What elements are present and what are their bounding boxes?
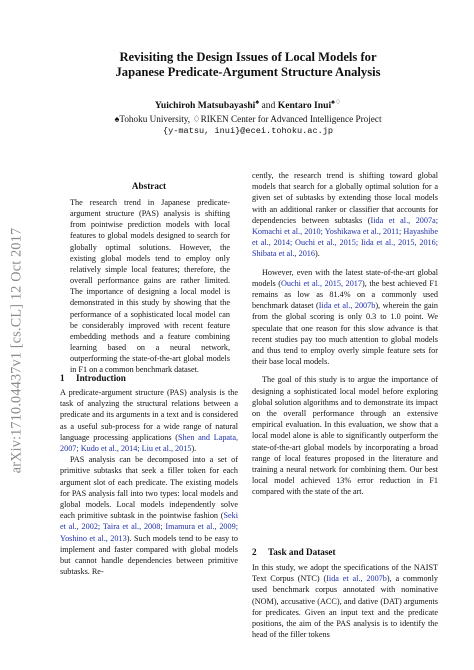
abstract-text: The research trend in Japanese predicate-argument structure (PAS) analysis is shifting from pointwise prediction models with local features to global models designed to search for globally optimal solutions. However, the existing global models tend to employ only relatively simple local features; therefore, the overall performance gains are rather limited. The importance of designing a local model is demonstrated in this study by showing that the performance of a sophisticated local model can be considerably improved with recent feature embedding methods and a feature combining learning based on a neural network, outperforming the state-of-the-art global models in F1 on a common benchmark dataset.: [70, 198, 230, 375]
intro-p2-text: PAS analysis can be decomposed into a set of primitive subtasks that seek a filler token for each argument slot of each predicate. The existing models for PAS analysis fall into two types: local models and global models. Local models independently solve each primitive subtask in the pointwise fashion (: [60, 455, 238, 521]
author-2-affiliation-mark: ♠♢: [331, 97, 342, 106]
author-separator: and: [261, 100, 276, 111]
right-p1-text-end: ).: [315, 249, 320, 259]
intro-p2-text-end: ). Such models tend to be easy to implement and faster compared with global models but cannot handle dependencies between primitive subtasks. Re-: [60, 533, 238, 577]
section-1-title: Introduction: [76, 373, 126, 383]
arxiv-identifier-text: arXiv:1710.04437v1 [cs.CL] 12 Oct 2017: [8, 227, 25, 473]
right-p1-citations[interactable]: Iida et al., 2007a; Komachi et al., 2010; Yoshikawa et al., 2011; Hayashibe et al., 2014; Ouchi et al., 2015; Iida et al., 2015, 2016; Shibata et al., 2016: [252, 215, 438, 259]
author-email: {y-matsu, inui}@ecei.tohoku.ac.jp: [162, 126, 334, 136]
title-line-2: Japanese Predicate-Argument Structure Analysis: [115, 65, 381, 79]
right-paragraph-3: The goal of this study is to argue the importance of designing a sophisticated local model before exploring global solution algorithms and to demonstrate its impact on the overall performance through an extensive empirical evaluation. In this evaluation, we show that a local model alone is able to significantly outperform the state-of-the-art global models by incorporating a broad range of local features proposed in the literature and training a neural network for combining them. Our best local model achieved 13% error reduction in F1 compared with the state of the art.: [252, 375, 438, 497]
abstract-heading: Abstract: [131, 181, 167, 191]
right-paragraph-2: [252, 267, 438, 368]
right-p1-text: cently, the research trend is shifting toward global models that search for a globally optimal solution for a given set of subtasks by extending those local models with an additional ranker or classifier that accounts for dependencies between subtasks (: [252, 171, 438, 225]
author-list: [60, 97, 436, 112]
author-1-name: Yuichiroh Matsubayashi: [154, 100, 256, 111]
right-p2-citation-1[interactable]: Ouchi et al., 2015, 2017: [280, 278, 362, 288]
author-1-affiliation-mark: ♠: [255, 97, 260, 106]
author-2-name: Kentaro Inui: [277, 100, 332, 111]
right-p2-text-end: ), wherein the gain from the global scoring is only 0.3 to 1.0 point. We speculate that one reason for this slow advance is that recent studies pay too much attention to global models and thus tend to employ overly simple feature sets for their base local models.: [252, 301, 438, 367]
right-p2-citation-2[interactable]: Iida et al., 2007b: [318, 301, 376, 311]
right-p2-text: However, even with the latest state-of-the-art global models (: [252, 267, 438, 288]
intro-p1-text: A predicate-argument structure (PAS) analysis is the task of analyzing the structural relations between a predicate and its arguments in a text and is considered as a useful sub-process for a wide range of natural language processing applications (: [60, 388, 238, 442]
task-and-dataset-body: [252, 562, 438, 640]
section-1-number: 1: [60, 373, 65, 383]
arxiv-identifier-stamp: [4, 205, 30, 495]
paper-title: [60, 50, 436, 80]
intro-p1-citations[interactable]: Shen and Lapata, 2007; Kudo et al., 2014; Liu et al., 2015: [60, 432, 239, 454]
affiliations: ♠Tohoku University, ♢RIKEN Center for Advanced Intelligence Project: [114, 114, 382, 124]
task-paragraph-1: [252, 562, 438, 640]
intro-paragraph-1: [60, 387, 238, 454]
task-p1-text: In this study, we adopt the specifications of the NAIST Text Corpus (NTC) (: [252, 563, 438, 584]
section-2-number: 2: [252, 547, 257, 557]
task-p1-citation[interactable]: Iida et al., 2007b: [326, 574, 387, 584]
section-2-title: Task and Dataset: [268, 547, 336, 557]
section-1-heading: [60, 372, 126, 384]
title-line-1: Revisiting the Design Issues of Local Models for: [119, 50, 377, 64]
section-2-heading: [252, 546, 336, 558]
right-paragraph-1: [252, 170, 438, 260]
introduction-body: [60, 387, 238, 577]
intro-paragraph-2: [60, 454, 238, 577]
right-column-body: [252, 170, 438, 505]
intro-p1-text-end: ).: [191, 444, 197, 454]
task-p1-text-end: ), a commonly used benchmark corpus annotated with nominative (NOM), accusative (ACC), and dative (DAT) arguments for predicates. Given an input text and the predicate positions, the aim of the PAS analysis is to identify the head of the filler tokens: [252, 574, 439, 640]
intro-p2-citations[interactable]: Seki et al., 2002; Taira et al., 2008; Imamura et al., 2009; Yoshino et al., 2013: [60, 511, 238, 543]
right-p2-text-mid: ), the best achieved F1 remains as low as 81.4% on a commonly used benchmark dataset (: [252, 278, 438, 311]
